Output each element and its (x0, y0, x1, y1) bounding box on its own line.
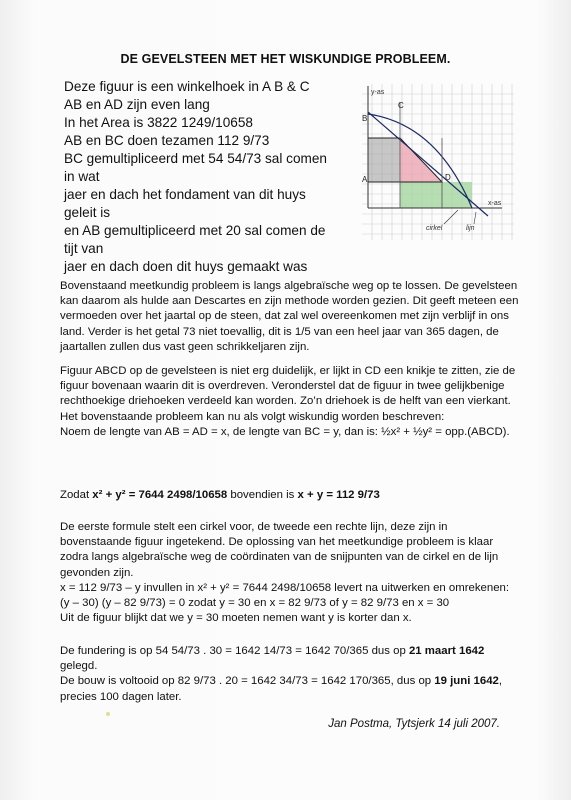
equations-line (60, 488, 520, 503)
paragraph-text: Figuur ABCD op de gevelsteen is niet erg duidelijk, er lijkt in CD een knikje te zitten, zie de figuur bovenaan waarin dit is overdreven. Veronderstel dat de figuur in twee gelijkbenige rechthoekige driehoeken verdeeld kan worden. Zo’n driehoek is de helft van een vierkant. Het bovenstaande probleem kan nu als volgt wiskundig worden beschreven: (60, 365, 516, 423)
circle-equation: x² + y² = 7644 2498/10658 (92, 489, 228, 501)
signature: Jan Postma, Tytsjerk 14 juli 2007. (328, 718, 500, 730)
fund-end: gelegd. (60, 660, 98, 673)
fund-date: 21 maart 1642 (408, 645, 485, 657)
paragraph-dates (60, 644, 520, 705)
circle-label-arrow (444, 210, 458, 224)
intro-block (64, 78, 354, 276)
fund-text: De fundering is op 54 54/73 . 30 = 1642 14/73 = 1642 70/365 dus op (60, 645, 409, 657)
intro-line: in wat (64, 169, 100, 184)
paragraph-descartes (60, 279, 520, 355)
paragraph-text: Noem de lengte van AB = AD = x, de lengte van BC = y, dan is: ½x² + ½y² = opp.(ABCD). (60, 425, 510, 438)
line-equation: x + y = 112 9/73 (297, 489, 380, 501)
paragraph-text: Bovenstaand meetkundig probleem is langs algebraïsche weg op te lossen. De gevelsteen kan daarom als hulde aan Descartes en zijn methode worden gezien. Dit geeft meteen een vermoeden over het jaartal op de steen, dat zal wel overeenkomen met zijn verblijf in ons land. Verder is het getal 73 niet toevallig, dit is 1/5 van een heel jaar van 365 dagen, de jaartallen zullen dus vast geen schrikkeljaren zijn. (60, 280, 519, 353)
zodat-mid: bovendien is (227, 489, 298, 501)
paragraph-text: De eerste formule stelt een cirkel voor, de tweede een rechte lijn, deze zijn in bovenstaande figuur ingetekend. De oplossing van het meetkundige probleem is klaar zodra langs algebraïsche weg de coördinaten van de snijpunten van de cirkel en de lijn gevonden zijn. (60, 521, 499, 579)
point-label-b: B (362, 114, 368, 123)
zodat-lead: Zodat (60, 489, 93, 501)
paragraph-text: Uit de figuur blijkt dat we y = 30 moeten nemen want y is korter dan x. (60, 612, 412, 625)
intro-line: Deze figuur is een winkelhoek in A B & C (64, 79, 310, 94)
intro-line: geleit is (64, 205, 111, 220)
paper-speck (106, 712, 110, 716)
bouw-date: 19 juni 1642 (434, 675, 499, 688)
page-title: DE GEVELSTEEN MET HET WISKUNDIGE PROBLEEM. (120, 52, 451, 66)
point-label-c: C (398, 101, 404, 110)
geometry-figure (362, 84, 514, 240)
y-axis-label: y-as (371, 89, 385, 96)
line-label: lijn (466, 225, 475, 232)
paragraph-text: x = 112 9/73 – y invullen in x² + y² = 7644 2498/10658 levert na uitwerken en omrekenen: (60, 581, 510, 594)
intro-line: en AB gemultipliceerd met 20 sal comen de (64, 223, 326, 238)
paragraph-figure (60, 364, 520, 440)
intro-line: tijt van (64, 241, 104, 256)
bouw-text: De bouw is voltooid op 82 9/73 . 20 = 1642 34/73 = 1642 170/365, dus op (60, 675, 435, 688)
point-label-a: A (362, 175, 368, 184)
intro-line: In het Area is 3822 1249/10658 (64, 115, 253, 130)
bouw-end: , precies 100 dagen later. (60, 675, 503, 703)
circle-label: cirkel (426, 225, 443, 232)
x-axis-label: x-as (488, 200, 502, 207)
intro-line: jaer en dach doen dit huys gemaakt was (64, 259, 308, 274)
intro-line: BC gemultipliceerd met 54 54/73 sal comen (64, 151, 327, 166)
paragraph-solution (60, 520, 520, 626)
intro-line: AB en AD zijn even lang (64, 97, 210, 112)
intro-line: jaer en dach het fondament van dit huys (64, 187, 306, 202)
intro-line: AB en BC doen tezamen 112 9/73 (64, 133, 270, 148)
paragraph-text: (y – 30) (y – 82 9/73) = 0 zodat y = 30 en x = 82 9/73 of y = 82 9/73 en x = 30 (60, 597, 450, 610)
grey-region (368, 138, 400, 182)
point-label-d: D (445, 173, 451, 182)
